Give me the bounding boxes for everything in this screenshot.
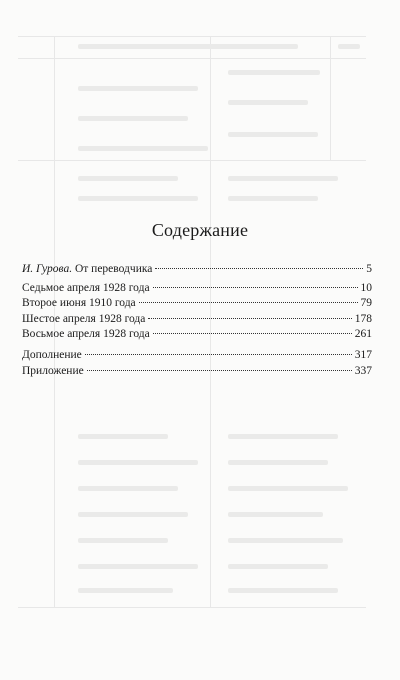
toc-entry-title: Восьмое апреля 1928 года [22,328,150,340]
dot-leader [85,354,352,355]
toc-entry[interactable] [22,364,372,378]
toc-entry[interactable] [22,281,372,295]
toc-entry-page: 79 [360,297,372,309]
toc-entry-page: 317 [354,349,372,361]
toc-entry-page: 5 [366,263,372,275]
dot-leader [148,318,351,319]
toc-entry-page: 178 [354,313,372,325]
toc-entry[interactable] [22,262,372,276]
toc-entry-title: Дополнение [22,349,82,361]
dot-leader [153,287,358,288]
toc-title: Содержание [151,220,249,240]
toc-entry-page: 10 [360,282,372,294]
toc-entry-title: Второе июня 1910 года [22,297,136,309]
toc-entry-title: Приложение [22,365,84,377]
toc-entry-author: И. Гурова. [22,263,73,275]
toc-entry-label [22,262,152,276]
dot-leader [153,333,352,334]
toc-entry[interactable] [22,348,372,362]
toc-entry-title: Седьмое апреля 1928 года [22,282,150,294]
toc-entry-title: Шестое апреля 1928 года [22,313,146,325]
dot-leader [87,370,352,371]
toc-entry-page: 261 [354,328,372,340]
toc-entry-page: 337 [354,365,372,377]
toc-entry-title: От переводчика [72,263,153,275]
toc-entry[interactable] [22,312,372,326]
toc-entry[interactable] [22,296,372,310]
dot-leader [139,302,358,303]
toc-entry[interactable] [22,327,372,341]
dot-leader [155,268,363,269]
